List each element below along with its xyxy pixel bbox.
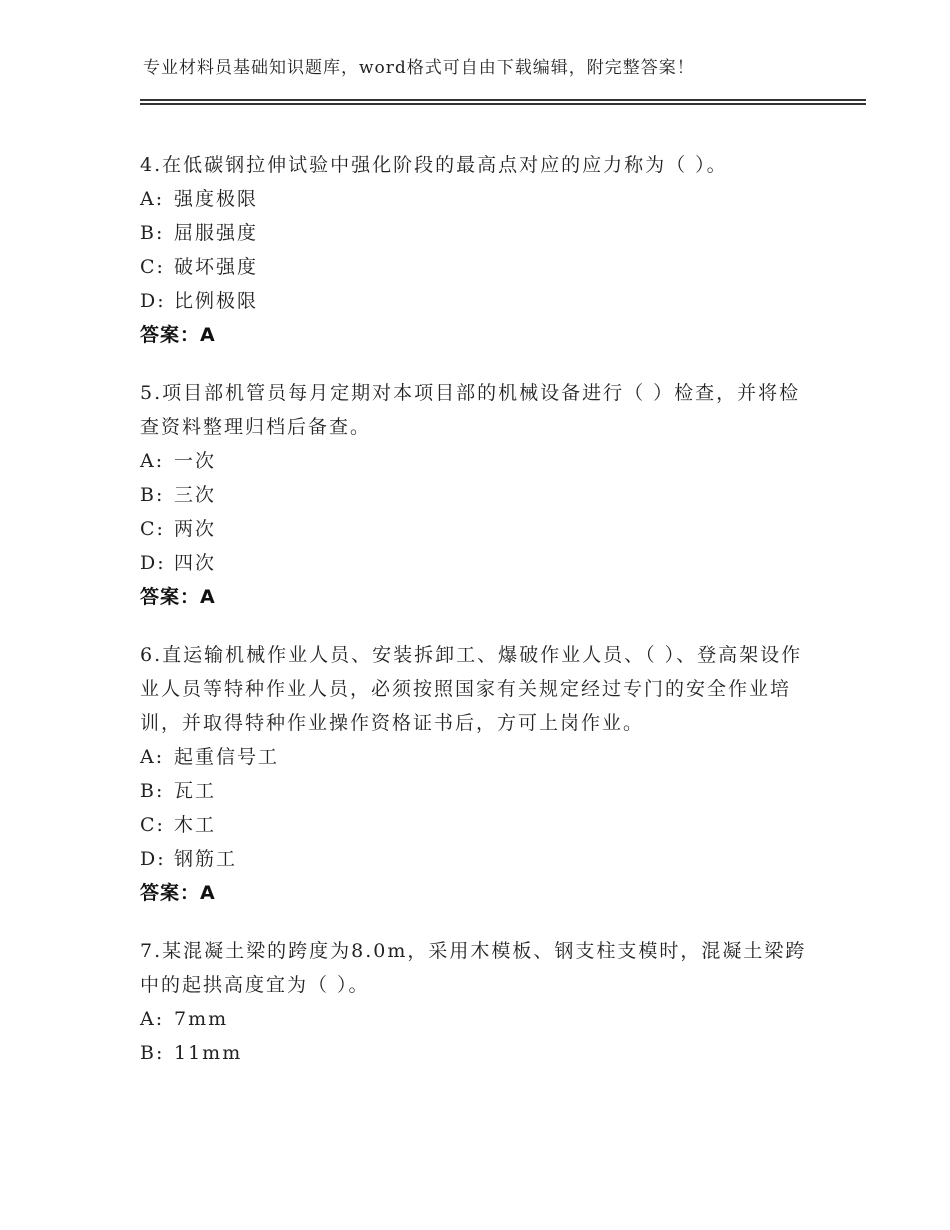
option-text: 11mm (174, 1042, 243, 1064)
option-key: D: (140, 848, 166, 870)
option-text: 7mm (174, 1008, 229, 1030)
option-b (140, 774, 810, 808)
header-divider-top (140, 99, 866, 101)
header-divider-bottom (140, 103, 866, 105)
option-text: 两次 (174, 518, 217, 540)
option-key: A: (140, 450, 165, 472)
option-key: C: (140, 518, 165, 540)
page-header: 专业材料员基础知识题库，word格式可自由下载编辑，附完整答案！ (143, 58, 695, 78)
option-key: D: (140, 290, 166, 312)
question-stem: 4.在低碳钢拉伸试验中强化阶段的最高点对应的应力称为（ ）。 (140, 154, 728, 176)
option-text: 屈服强度 (174, 222, 259, 244)
option-text: 木工 (174, 814, 217, 836)
option-key: B: (140, 1042, 165, 1064)
option-text: 瓦工 (174, 780, 217, 802)
option-text: 钢筋工 (174, 848, 238, 870)
option-d (140, 546, 810, 580)
answer-line: 答案：A (140, 586, 216, 608)
question-list (140, 148, 810, 1094)
option-key: A: (140, 746, 165, 768)
question-stem: 7.某混凝土梁的跨度为8.0m，采用木模板、钢支柱支模时，混凝土梁跨中的起拱高度宜为（ ）。 (140, 940, 807, 996)
option-key: A: (140, 188, 165, 210)
option-key: B: (140, 222, 165, 244)
option-a (140, 182, 810, 216)
option-text: 四次 (174, 552, 217, 574)
question-4 (140, 148, 810, 352)
option-key: D: (140, 552, 166, 574)
question-stem: 6.直运输机械作业人员、安装拆卸工、爆破作业人员、（ ）、登高架设作业人员等特种作业人员，必须按照国家有关规定经过专门的安全作业培训，并取得特种作业操作资格证书后，方可上岗作业。 (140, 644, 803, 734)
option-b (140, 216, 810, 250)
option-text: 破坏强度 (174, 256, 259, 278)
question-7 (140, 934, 810, 1070)
option-text: 一次 (174, 450, 217, 472)
option-key: C: (140, 814, 165, 836)
option-a (140, 1002, 810, 1036)
answer-line: 答案：A (140, 882, 216, 904)
option-a (140, 444, 810, 478)
option-b (140, 1036, 810, 1070)
option-key: C: (140, 256, 165, 278)
option-text: 强度极限 (174, 188, 259, 210)
option-a (140, 740, 810, 774)
option-d (140, 842, 810, 876)
option-c (140, 250, 810, 284)
option-key: B: (140, 780, 165, 802)
option-d (140, 284, 810, 318)
option-text: 比例极限 (174, 290, 259, 312)
option-text: 三次 (174, 484, 217, 506)
option-c (140, 512, 810, 546)
option-key: B: (140, 484, 165, 506)
question-stem: 5.项目部机管员每月定期对本项目部的机械设备进行（ ）检查，并将检查资料整理归档后备查。 (140, 382, 801, 438)
option-c (140, 808, 810, 842)
question-5 (140, 376, 810, 614)
answer-line: 答案：A (140, 324, 216, 346)
question-6 (140, 638, 810, 910)
option-text: 起重信号工 (174, 746, 280, 768)
option-key: A: (140, 1008, 165, 1030)
option-b (140, 478, 810, 512)
